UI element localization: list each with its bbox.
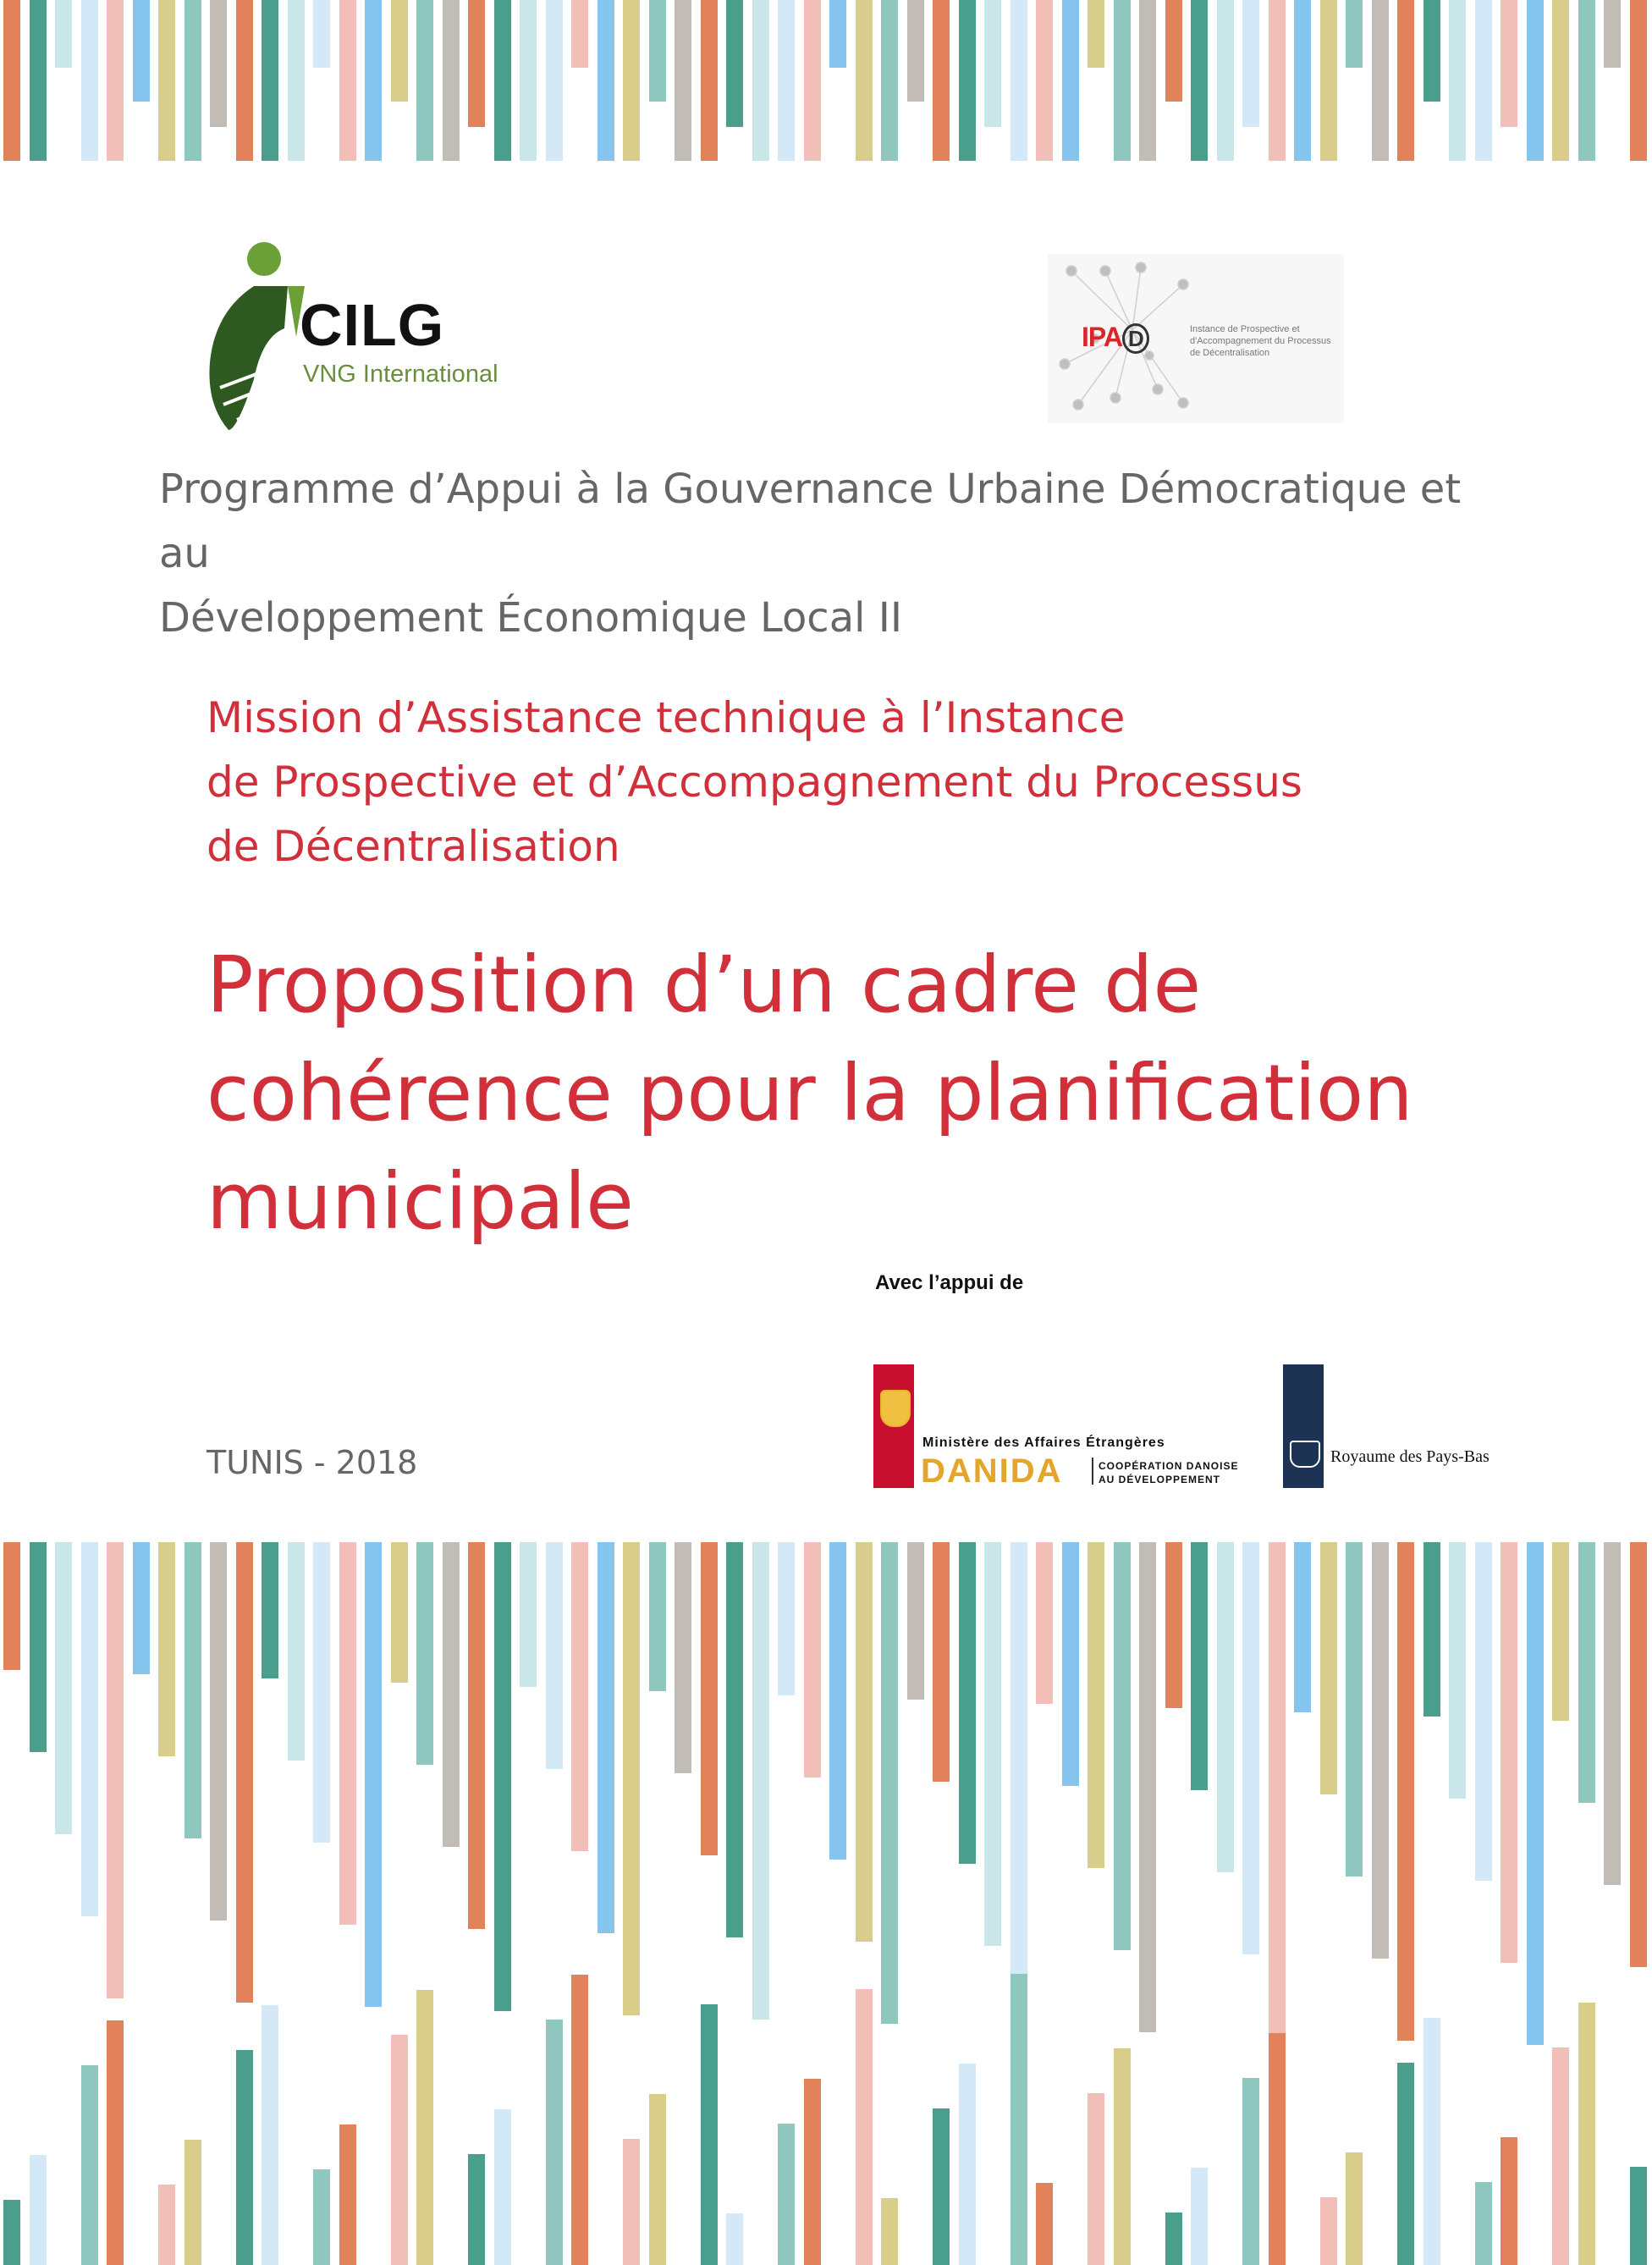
stripe-bar [365,0,382,161]
stripe-bar [30,2155,47,2265]
stripe-bar [829,1542,846,1860]
stripe-bar [262,1542,278,1678]
stripe-bar [365,1542,382,2007]
stripe-bar [1191,2168,1208,2265]
stripe-bar [1475,1542,1492,1881]
danida-cooperation-line-2: AU DÉVELOPPEMENT [1099,1474,1221,1485]
stripe-bar [1578,2003,1595,2265]
stripe-bar [1269,1542,1286,2036]
stripe-bar [1630,2167,1647,2265]
stripe-bar [520,0,537,161]
danida-separator [1092,1458,1093,1485]
cilg-subtitle: VNG International [303,361,498,388]
stripe-bar [1010,1542,1027,2028]
stripe-bar [1630,1542,1647,1967]
stripe-bar [1423,1542,1440,1717]
stripe-bar [778,2124,795,2265]
stripe-bar [81,2065,98,2265]
stripe-bar [933,2108,950,2265]
stripe-bar [623,2139,640,2265]
stripe-bar [623,0,640,161]
stripe-bar [1114,0,1131,161]
stripe-bar [571,1975,588,2265]
stripe-bar [959,0,976,161]
stripe-bar [391,1542,408,1683]
stripe-bar [571,0,588,68]
stripe-bar [1139,0,1156,161]
stripe-bar [288,0,305,161]
stripe-bar [1036,0,1053,161]
stripe-bar [1036,1542,1053,1704]
stripe-bar [1423,0,1440,102]
stripe-bar [1269,2033,1286,2265]
stripe-bar [210,0,227,127]
stripe-bar [468,2154,485,2265]
stripe-bar [262,0,278,161]
stripe-bar [726,0,743,127]
stripe-bar [236,0,253,161]
stripe-bar [520,1542,537,1687]
stripe-bar [752,1542,769,2020]
stripe-bar [984,0,1001,127]
stripe-bar [1346,0,1363,68]
danida-name: DANIDA [921,1452,1063,1490]
stripe-bar [649,2094,666,2265]
stripe-bar [1191,1542,1208,1790]
stripe-bar [236,2050,253,2265]
stripe-bar [829,0,846,68]
stripe-bar [468,1542,485,1929]
stripe-bar [81,0,98,161]
stripe-bar [1088,0,1104,68]
stripe-bar [3,0,20,161]
stripe-bar [416,1990,433,2265]
stripe-bar [778,1542,795,1695]
stripe-bar [1010,0,1027,161]
stripe-bar [210,1542,227,1921]
stripe-bar [881,2198,898,2265]
stripe-bar [675,0,691,161]
stripe-bar [804,0,821,161]
stripe-bar [597,0,614,161]
stripe-bar [1242,2078,1259,2265]
stripe-bar [1423,2018,1440,2265]
title-line-1: Proposition d’un cadre de [206,940,1202,1030]
stripe-bar [468,0,485,127]
stripe-bar [1578,1542,1595,1803]
programme-title [159,457,1513,650]
stripe-bar [1165,0,1182,102]
stripe-bar [546,0,563,161]
stripe-bar [1449,1542,1466,1799]
stripe-bar [881,1542,898,2024]
stripe-bar [1346,1542,1363,1876]
netherlands-bar [1283,1364,1324,1488]
stripe-bar [1449,0,1466,161]
programme-line-1: Programme d’Appui à la Gouvernance Urbaine Démocratique et au [159,466,1462,577]
stripe-bar [339,0,356,161]
stripe-bar [494,0,511,161]
stripe-bar [1397,1542,1414,2041]
mission-description [206,686,1476,879]
mission-line-3: de Décentralisation [206,822,620,871]
stripe-bar [1062,0,1079,161]
stripe-bar [443,0,460,161]
stripe-bar [1475,2182,1492,2265]
stripe-bar [1088,1542,1104,1868]
stripe-bar [1397,2063,1414,2265]
stripe-bar [933,0,950,161]
stripe-bar [571,1542,588,1851]
stripe-bar [907,0,924,102]
stripe-bar [1114,2048,1131,2265]
programme-line-2: Développement Économique Local II [159,594,903,642]
stripe-bar [1088,2093,1104,2265]
stripe-bar [391,2035,408,2265]
stripe-bar [984,1542,1001,1946]
stripe-bar [1552,1542,1569,1721]
bottom-stripe-band [0,1542,1652,2265]
stripe-bar [1191,0,1208,161]
stripe-bar [546,2020,563,2265]
city-year: TUNIS - 2018 [206,1444,418,1481]
stripe-bar [1501,0,1517,127]
stripe-bar [804,1542,821,1777]
document-title [206,931,1476,1256]
stripe-bar [804,2079,821,2265]
stripe-bar [1269,0,1286,161]
stripe-bar [339,2124,356,2265]
mission-line-1: Mission d’Assistance technique à l’Instance [206,693,1126,742]
top-stripe-band [0,0,1652,161]
stripe-bar [778,0,795,161]
stripe-bar [158,2185,175,2265]
stripe-bar [1165,2213,1182,2265]
stripe-bar [1217,1542,1234,1872]
danida-logo [873,1364,1263,1491]
stripe-bar [1165,1542,1182,1708]
stripe-bar [623,1542,640,2015]
stripe-bar [856,1542,873,1942]
stripe-bar [494,1542,511,2011]
stripe-bar [649,1542,666,1691]
stripe-bar [3,1542,20,1670]
ipapd-wordmark [1082,322,1149,353]
stripe-bar [313,1542,330,1843]
danida-ministry: Ministère des Affaires Étrangères [922,1436,1165,1450]
stripe-bar [313,0,330,68]
stripe-bar [726,1542,743,1937]
stripe-bar [597,1542,614,1933]
stripe-bar [313,2169,330,2265]
stripe-bar [443,1542,460,1847]
stripe-bar [416,0,433,161]
stripe-bar [1372,1542,1389,1959]
stripe-bar [158,1542,175,1756]
stripe-bar [3,2200,20,2265]
stripe-bar [184,0,201,161]
stripe-bar [1217,0,1234,161]
danish-crest-icon [880,1390,911,1427]
stripe-bar [701,1542,718,1855]
stripe-bar [881,0,898,161]
stripe-bar [107,0,124,161]
stripe-bar [752,0,769,161]
stripe-bar [701,2004,718,2265]
stripe-bar [1320,2197,1337,2265]
ipapd-wordmark-d: D [1122,323,1149,354]
stripe-bar [1346,2152,1363,2265]
stripe-bar [1552,0,1569,161]
stripe-bar [1372,0,1389,161]
stripe-bar [1527,1542,1544,2045]
stripe-bar [1294,1542,1311,1712]
stripe-bar [339,1542,356,1925]
stripe-bar [856,0,873,161]
stripe-bar [1294,0,1311,161]
stripe-bar [959,1542,976,1864]
stripe-bar [1320,0,1337,161]
stripe-bar [1501,2137,1517,2265]
stripe-bar [1630,0,1647,161]
stripe-bar [1604,1542,1621,1885]
stripe-bar [107,1542,124,1998]
stripe-bar [1062,1542,1079,1786]
stripe-bar [1242,1542,1259,1954]
title-line-2: cohérence pour la planification [206,1048,1413,1138]
stripe-bar [288,1542,305,1761]
stripe-bar [81,1542,98,1916]
stripe-bar [1475,0,1492,161]
netherlands-logo [1283,1364,1537,1491]
stripe-bar [133,1542,150,1674]
dutch-crest-icon [1290,1441,1320,1468]
cilg-emblem-icon [203,235,305,438]
stripe-bar [1527,0,1544,161]
mission-line-2: de Prospective et d’Accompagnement du Processus [206,758,1302,807]
stripe-bar [726,2213,743,2265]
stripe-bar [133,0,150,102]
stripe-bar [30,1542,47,1752]
stripe-bar [1242,0,1259,127]
stripe-bar [649,0,666,102]
ipapd-wordmark-ipa: IPA [1082,322,1122,352]
stripe-bar [546,1542,563,1769]
stripe-bar [262,2005,278,2265]
stripe-bar [959,2064,976,2265]
danida-cooperation [1099,1459,1238,1486]
stripe-bar [856,1989,873,2265]
stripe-bar [1114,1542,1131,1950]
danida-flag-icon [873,1364,914,1488]
stripe-bar [30,0,47,161]
stripe-bar [1139,1542,1156,2032]
stripe-bar [1397,0,1414,161]
stripe-bar [1578,0,1595,161]
stripe-bar [1010,1974,1027,2265]
stripe-bar [184,2140,201,2265]
stripe-bar [1036,2183,1053,2265]
cilg-logo [203,235,542,438]
stripe-bar [701,0,718,161]
stripe-bar [1552,2047,1569,2265]
stripe-bar [933,1542,950,1782]
stripe-bar [158,0,175,161]
title-line-3: municipale [206,1156,634,1247]
stripe-bar [1320,1542,1337,1794]
stripe-bar [55,1542,72,1834]
stripe-bar [55,0,72,68]
stripe-bar [1501,1542,1517,1963]
stripe-bar [391,0,408,102]
stripe-bar [184,1542,201,1838]
stripe-bar [675,1542,691,1773]
stripe-bar [907,1542,924,1700]
netherlands-name: Royaume des Pays-Bas [1330,1447,1490,1466]
stripe-bar [107,2020,124,2265]
stripe-bar [416,1542,433,1765]
cilg-wordmark: CILG [300,292,445,358]
stripe-bar [494,2109,511,2265]
ipapd-logo [1048,254,1344,423]
danida-cooperation-line-1: COOPÉRATION DANOISE [1099,1460,1239,1472]
stripe-bar [1604,0,1621,68]
ipapd-description: Instance de Prospective et d'Accompagnement du Processus de Décentralisation [1190,324,1331,358]
support-label: Avec l’appui de [875,1271,1024,1294]
stripe-bar [236,1542,253,2003]
